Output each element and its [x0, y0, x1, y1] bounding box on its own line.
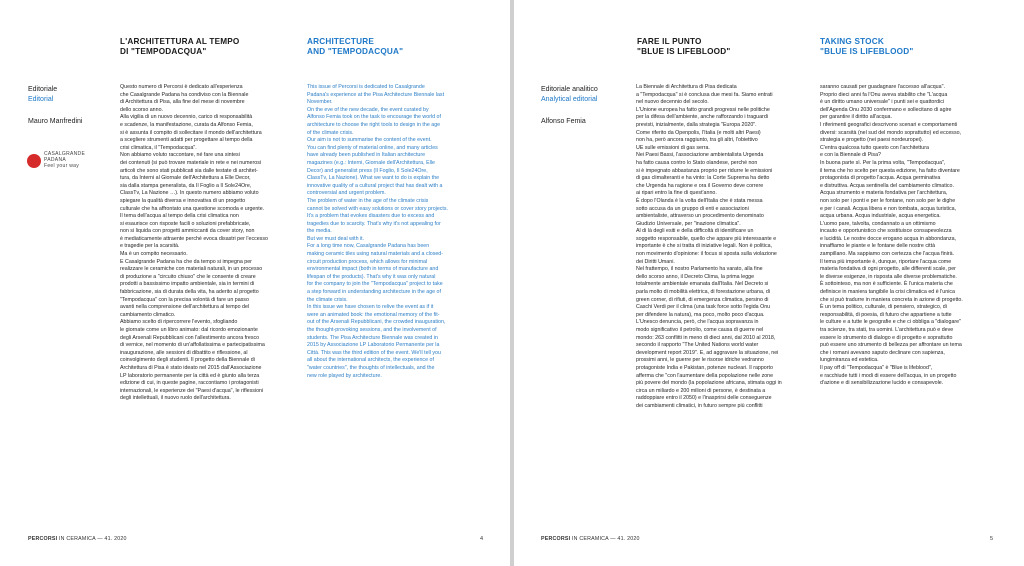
- footer-publication: [28, 536, 127, 542]
- section-label-english: Editorial: [28, 96, 54, 103]
- footer-brand: PERCORSI: [28, 536, 58, 542]
- logo-wordmark: CASALGRANDE PADANA Feel your way: [44, 151, 86, 169]
- right-page: [514, 0, 1024, 566]
- left-page: [0, 0, 510, 566]
- page-title-english: TAKING STOCK "BLUE IS LIFEBLOOD": [820, 37, 914, 56]
- section-label: Editoriale: [28, 86, 58, 93]
- footer-brand: PERCORSI: [541, 536, 571, 542]
- article-column-english: This issue of Percorsi is dedicated to Casalgrande Padana's experience at the Pisa Architecture Biennale last November. On the eve of the new decade, the event curated by Alfonso Femia took on the task to encourage the world of architecture to choose the right tools to design in the age of the climate crisis. Our aim is not to summarise the content of the event. You can find plenty of material online, and many articles have already been published in Italian architecture magazines (e.g.: Interni, Giornale dell'Architettura, Elle Decor) and generalist press (Il Foglio, Il Sole24Ore, ClassTv, La Nazione). What we want to do is explain the innovative quality of a cultural project that has dealt with a controversial and urgent problem. The problem of water in the age of the climate crisis cannot be solved with easy solutions or cover story projects. It's a problem that evokes disasters due to excess and tragedies due to scarcity. That's why it's not appealing for the media. But we must deal with it. For a long time now, Casalgrande Padana has been making ceramic tiles using natural materials and a closed- circuit production process, which allows for minimal environmental impact (both in terms of manufacture and lifespan of the products). That's why it was only natural for the company to join the "Tempodacqua" project to take a step forward in understanding architecture in the age of the climate crisis. In this issue we have chosen to relive the event as if it were an animated book: the emotional memory of the fit- out of the Arsenali Repubblicani, the crowded inauguration, the thought-provoking sessions, and the involvement of students. The Pisa Architecture Biennale was created in 2015 by Associazione LP Laboratorio Permanente per la Città. This was the third edition of the event. We'll tell you all about the international architects, the experience of "water countries", the thoughts of intellectuals, and the new role played by architecture.: [307, 84, 449, 379]
- section-label-english: Analytical editorial: [541, 96, 598, 103]
- page-title-italian: FARE IL PUNTO "BLUE IS LIFEBLOOD": [637, 37, 731, 56]
- casalgrande-padana-logo-icon: [27, 154, 41, 168]
- footer-issue: IN CERAMICA — 41. 2020: [57, 536, 127, 542]
- page-title-english: ARCHITECTURE AND "TEMPODACQUA": [307, 37, 404, 56]
- footer-publication: [541, 536, 640, 542]
- article-column-italian: Questo numero di Percorsi è dedicato all'esperienza che Casalgrande Padana ha condiviso con la Biennale di Architettura di Pisa, alla fine del mese di novembre dello scorso anno. Alla vigilia di un nuovo decennio, carico di responsabilità e scadenze, la manifestazione, curata da Alfonso Femia, si è assunta il compito di sollecitare il mondo dell'architettura a scegliere strumenti adatti per progettare al tempo della crisi climatica, il "Tempodacqua". Non abbiamo voluto raccontare, né fare una sintesi dei contenuti (si può trovare materiale in rete e nei numerosi articoli che sono stati pubblicati sia dalle testate di architet- tura, da Interni al Giornale dell'Architettura a Elle Decor, sia dalla stampa generalista, da Il Foglio a Il Sole24Ore, ClassTv, La Nazione …). In questo numero abbiamo voluto spiegare la qualità diversa e innovativa di un progetto culturale che ha affrontato una questione scomoda e urgente. Il tema dell'acqua al tempo della crisi climatica non si esaurisce con risposte facili o soluzioni prefabbricate, non si liquida con progetti ammiccanti da cover story, non è mediaticamente attraente perché evoca disastri per l'eccesso e tragedie per la scarsità. Ma è un compito necessario. E Casalgrande Padana ha che da tempo si impegna per realizzare le ceramiche con materiali naturali, in un processo di produzione a "circuito chiuso" che le consente di creare prodotti a bassissimo impatto ambientale, sia in termini di fabbricazione, sia di durata della vita, ha aderito al progetto "Tempodacqua" con la precisa volontà di fare un passo avanti nella comprensione dell'architettura al tempo del cambiamento climatico. Abbiamo scelto di ripercorrere l'evento, sfogliando le giornate come un libro animato: dal ricordo emozionante degli Arsenali Repubblicani con l'allestimento ancora fresco di vernice, nel momento di un'affollatissima e partecipatissima inaugurazione, alle sessioni di dibattito e riflessione, al coinvolgimento degli studenti. Il progetto della Biennale di Architettura di Pisa è stato ideato nel 2015 dall'Associazione LP laboratorio permanente per la città ed è giunto alla terza edizione di cui, in queste pagine, raccontiamo i protagonisti internazionali, le esperienze dei "Paesi d'acqua", le riflessioni degli intellettuali, il nuovo ruolo dell'architettura.: [120, 84, 268, 402]
- page-title-italian: L'ARCHITETTURA AL TEMPO DI "TEMPODACQUA": [120, 37, 240, 56]
- article-column-2: saranno causati per guadagnare l'accesso all'acqua". Proprio dieci anni fa l'Onu aveva stabilito che "L'acqua è un diritto umano universale" i punti sei e quattordici dell'Agenda Onu 2030 confermano e sollecitano di agire per garantire il diritto all'acqua. I riferimenti geografici descrivono scenari e comportamenti diversi: scarsità (nel sud del mondo soprattutto) ed eccesso, strategia e progetto (nei paesi nordeuropei). C'entra qualcosa tutto questo con l'architettura e con la Biennale di Pisa? In buona parte sì. Per la prima volta, "Tempodacqua", il tema che ho scelto per questa edizione, ha fatto diventare protagonista di progetto l'acqua. Acqua germinativa e distruttiva. Acqua sentinella del cambiamento climatico. Acqua strumento e materia fondativa per l'architettura, non solo per i ponti e per le fontane, non solo per le dighe e per i canali. Acqua libera e non tombata, acqua turistica, acqua urbana. Acqua industriale, acqua energetica. L'uomo pare, talvolta, condannato a un ottimismo incauto e opportunistico che sostituisce consapevolezza e lucidità. Le nostre docce erogano acqua in abbondanza, innaffiamo le piante e le fontane delle nostre città zampillano. Ma sappiamo con certezza che l'acqua finirà. Il tema più importante è, dunque, riportare l'acqua come materia fondativa di ogni progetto, alle differenti scale, per le diverse esigenze, in risposta alle diverse problematiche. È sottointeso, ma non è sufficiente. È l'unica materia che definisce in maniera tangibile la crisi climatica ed è l'unica che si può tradurre in maniera concreta in azione di progetto. È un tema politico, culturale, di pensiero, strategico, di responsabilità, di poesia, di futuro che appartiene a tutte le culture e a tutte le geografie e che ci obbliga a "dialogare" tra scienze, tra stati, tra uomini. L'architettura può e deve essere lo strumento di dialogo e di progetto e soprattutto può essere uno strumento di bellezza per affrontare un tema che i romani avevano saputo declinare con sapienza, lungimiranza ed estetica. Il pay off di "Tempodacqua" è "Blue is lifeblood", e racchiude tutti i modi di essere dell'acqua, in un progetto d'azione e di sensibilizzazione lucido e consapevole.: [820, 84, 963, 387]
- page-number: 4: [480, 536, 484, 542]
- article-column-1: La Biennale di Architettura di Pisa dedicata a "Tempodacqua" si è conclusa due mesi fa. Siamo entrati nel nuovo decennio del secolo. L'Unione europea ha fatto grandi progressi nelle politiche per la difesa dell'ambiente, anche rafforzando i traguardi previsti, inizialmente, dalla strategia "Europa 2020". Come riferito da Openpolis, l'Italia (e molti altri Paesi) non ha, però ancora raggiunto, tra gli altri, l'obiettivo UE sulle emissioni di gas serra. Nei Paesi Bassi, l'associazione ambientalista Urgenda ha fatto causa contro lo Stato olandese, perché non si è impegnato abbastanza proprio per ridurre le emissioni di gas climalteranti e ha vinto: la Corte Suprema ha detto che Urgenda ha ragione e ora il Governo deve correre ai ripari entro la fine di quest'anno. È dopo l'Olanda è la volta dell'Italia che è stata messa sotto accusa da un gruppo di enti e associazioni ambientaliste, attraverso un procedimento denominato Giudizio Universale, per "inazione climatica". Al di là degli esiti e della difficoltà di identificare un soggetto responsabile, quello che appare più interessante e importante è che si tratta di iniziative legali. Non è politica, non movimento d'opinione: il focus si sposta sulla violazione dei Diritti Umani. Nel frattempo, il nostro Parlamento ha varato, alla fine dello scorso anno, il Decreto Clima, la prima legge totalmente ambientale emanata dall'Italia. Nel Decreto si parla molto di mobilità elettrica, di forestazione urbana, di green corner, di rifiuti, di emergenza climatica, persino di Caschi Verdi per il clima (una task force sotto l'egida Onu per difendere la natura), ma poco, molto poco d'acqua. L'Unesco denuncia, però, che l'acqua sopravanza in modo significativo il petrolio, come causa di guerre nel mondo: 263 conflitti in meno di dieci anni, dal 2010 al 2018, secondo il rapporto "The United Nations world water development report 2019". E, ad aggravare la situazione, nei prossimi anni, le guerre per le risorse idriche vedranno protagoniste India e Pakistan, potenze nucleari. Il rapporto afferma che "con l'aumentare della popolazione nelle zone più povere del mondo (la popolazione africana, stimata oggi in circa un miliardo e 200 milioni di persone, è destinata a raddoppiare entro il 2050) e l'inasprirsi delle conseguenze dei cambiamenti climatici, in futuro sempre più conflitti: [636, 84, 782, 409]
- section-label: Editoriale analitico: [541, 86, 598, 93]
- footer-issue: IN CERAMICA — 41. 2020: [570, 536, 640, 542]
- page-number: 5: [990, 536, 994, 542]
- author-name: Mauro Manfredini: [28, 118, 83, 125]
- author-name: Alfonso Femia: [541, 118, 586, 125]
